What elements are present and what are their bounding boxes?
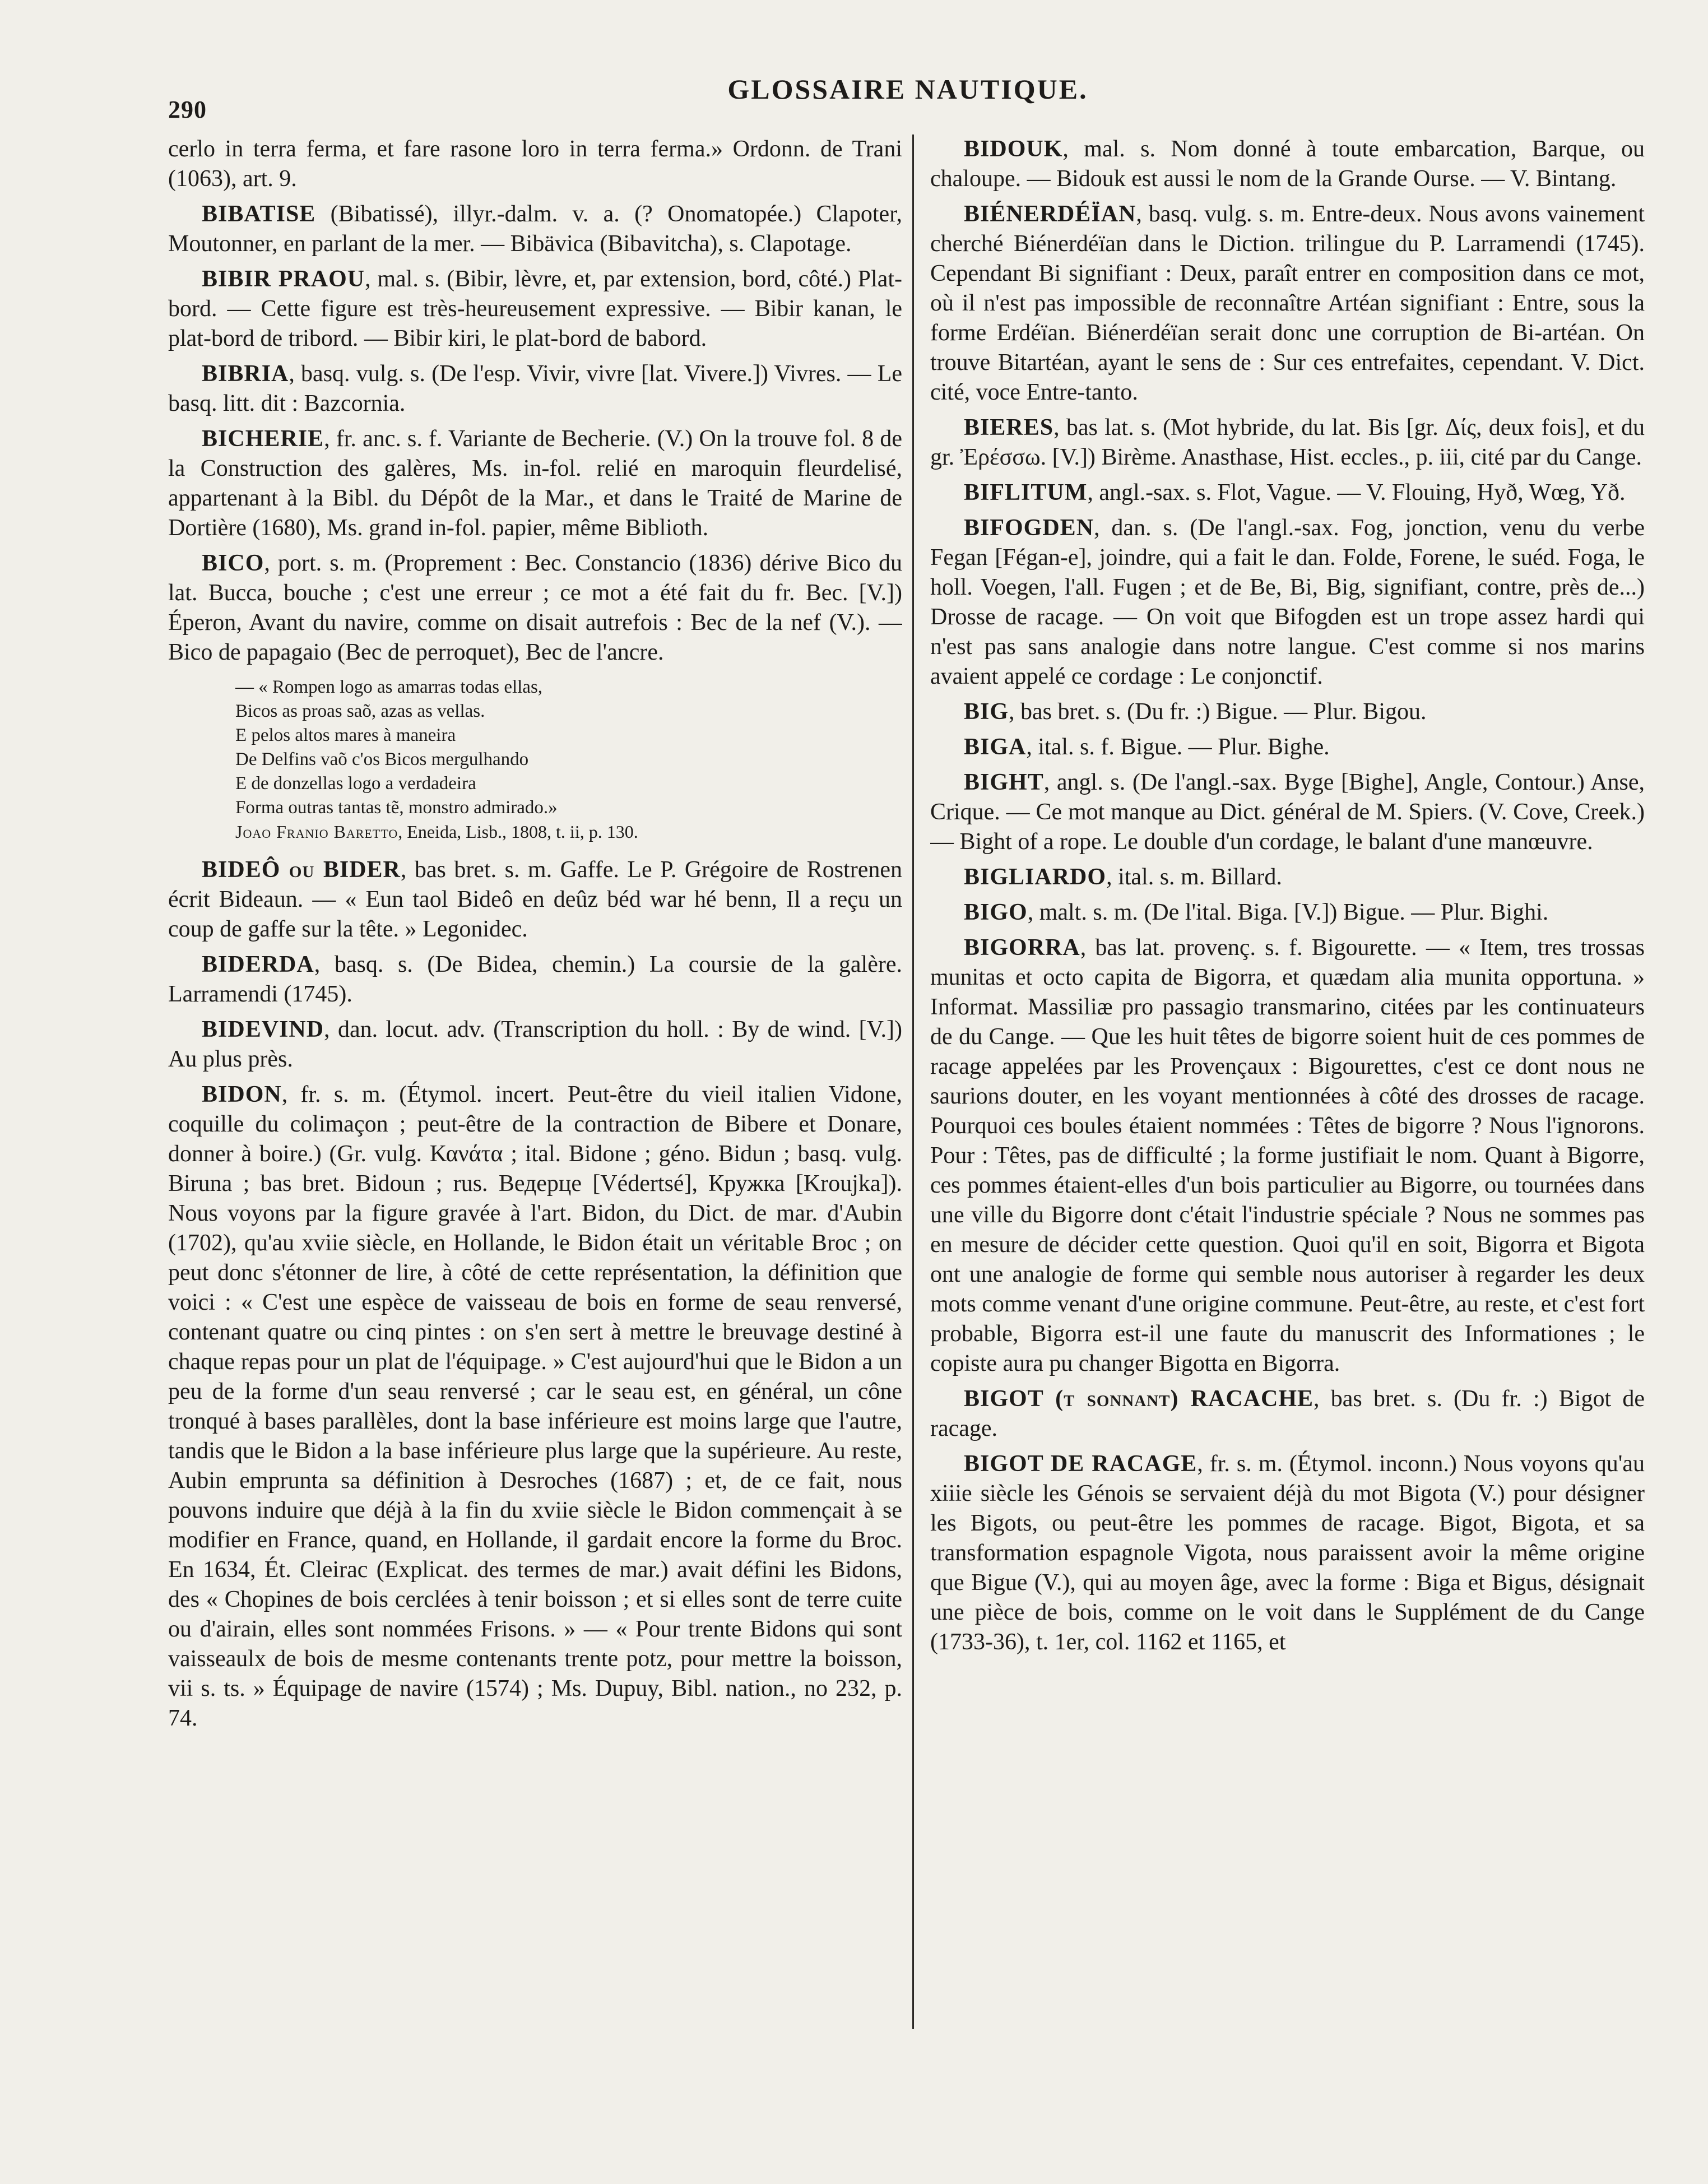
entry-big (930, 697, 1645, 727)
entry-text: (Bibatissé), illyr.-dalm. v. a. (? Onomatopée.) Clapoter, Moutonner, en parlant de la mer. — Bibävica (Bibavitcha), s. Clapotage. (168, 201, 902, 257)
verse-line: E pelos altos mares à maneira (235, 725, 456, 745)
headword: BIFOGDEN (964, 515, 1094, 541)
verse-line: Forma outras tantas tẽ, monstro admirado.» (235, 797, 558, 818)
entry-bigliardo (930, 863, 1645, 892)
headword: BIÉNERDÉÏAN (964, 201, 1136, 227)
entry-text: , bas bret. s. (Du fr. :) Bigue. — Plur. Bigou. (1009, 699, 1427, 725)
entry-bico (168, 549, 902, 667)
entry-text: , ital. s. m. Billard. (1106, 864, 1282, 890)
verse-line: — « Rompen logo as amarras todas ellas, (235, 677, 543, 697)
headword: BIDOUK (964, 136, 1063, 162)
entry-text: , ital. s. f. Bigue. — Plur. Bighe. (1026, 734, 1330, 760)
entry-bieres (930, 413, 1645, 472)
entry-text: , bas bret. s. m. Gaffe. Le P. Grégoire de Rostrenen écrit Bideaun. — « Eun taol Bideô en deûz béd war hé benn, Il a reçu un coup de gaffe sur la tête. » Legonidec. (168, 857, 902, 942)
entry-text: , port. s. m. (Proprement : Bec. Constancio (1836) dérive Bico du lat. Bucca, bouche ; c'est une erreur ; ce mot a été fait du fr. Bec. [V.]) Éperon, Avant du navire, comme on disait autrefois : Bec de la nef (V.). — Bico de papagaio (Bec de perroquet), Bec de l'ancre. (168, 550, 902, 665)
headword: BIERES (964, 415, 1054, 440)
entry-bidevind (168, 1015, 902, 1074)
entry-text: , basq. vulg. s. (De l'esp. Vivir, vivre [lat. Vivere.]) Vivres. — Le basq. litt. dit : Bazcornia. (168, 361, 902, 416)
page-header (168, 73, 1647, 123)
entry-text: , fr. s. m. (Étymol. incert. Peut-être du vieil italien Vidone, coquille du colimaçon ; peut-être de la contraction de Bibere et Donare, donner à boire.) (Gr. vulg. Κανάτα ; ital. Bidone ; géno. Bidun ; basq. vulg. Biruna ; bas bret. Bidoun ; rus. Ведерце [Védertsé], Кружка [Kroujka]). Nous voyons par la figure gravée à l'art. Bidon, du Dict. de mar. d'Aubin (1702), qu'au xviie siècle, en Hollande, le Bidon était un véritable Broc ; on peut donc s'étonner de lire, à côté de cette représentation, la définition que voici : « C'est une espèce de vaisseau de bois en forme de seau renversé, contenant quatre ou cinq pintes : on s'en sert à mettre le breuvage destiné à chaque repas pour un plat de l'équipage. » C'est aujourd'hui que le Bidon a un peu de la forme d'un seau renversé ; car le seau est, en général, un cône tronqué à bases parallèles, dont la base inférieure est moins large que l'autre, tandis que le Bidon a la base inférieure plus large que la supérieure. Au reste, Aubin emprunta sa définition à Desroches (1687) ; et, de ce fait, nous pouvons induire que déjà à la fin du xviie siècle le Bidon commençait à se modifier en France, quand, en Hollande, il gardait encore la forme du Broc. En 1634, Ét. Cleirac (Explicat. des termes de mar.) avait défini les Bidons, des « Chopines de bois cerclées à tenir boisson ; et si elles sont de terre cuite ou d'airain, elles sont nommées Frisons. » — « Pour trente Bidons qui sont vaisseaulx de bois de mesme contenants trente potz, pour mettre la boisson, vii s. ts. » Équipage de navire (1574) ; Ms. Dupuy, Bibl. nation., no 232, p. 74. (168, 1082, 902, 1731)
headword: BIGORRA (964, 935, 1080, 961)
entry-text: , bas lat. provenç. s. f. Bigourette. — « Item, tres trossas munitas et octo capita de Bigorra, et quædam alia munita opportuna. » Informat. Massiliæ pro passagio transmarino, citées par les continuateurs de du Cange. — Que les huit têtes de bigorre soient huit de ces pommes de racage appelées par les Provençaux : Bigourettes, c'est ce dont nous ne saurions douter, en les voyant mentionnées à côté des drosses de racage. Pourquoi ces boules étaient nommées : Têtes de bigorre ? Nous l'ignorons. Pour : Têtes, pas de difficulté ; la forme justifiait le nom. Quant à Bigorre, ces pommes étaient-elles d'un bois particulier au Bigorre, ou tournées dans une ville du Bigorre dont c'était l'industrie spéciale ? Nous ne sommes pas en mesure de décider cette question. Quoi qu'il en soit, Bigorra et Bigota ont une analogie de forme qui semble nous autoriser à regarder les deux mots comme venant d'une origine commune. Peut-être, au reste, et c'est fort probable, Bigorra est-il une faute du manuscrit des Informationes ; le copiste aura pu changer Bigotta en Bigorra. (930, 935, 1645, 1376)
entry-biflitum (930, 478, 1645, 508)
verse-line: De Delfins vaõ c'os Bicos mergulhando (235, 749, 529, 769)
entry-bigot-racache (930, 1384, 1645, 1444)
entry-bibatise (168, 200, 902, 259)
headword: BICHERIE (202, 426, 324, 452)
headword: BIGA (964, 734, 1027, 760)
entry-text: , mal. s. Nom donné à toute embarcation, Barque, ou chaloupe. — Bidouk est aussi le nom de la Grande Ourse. — V. Bintang. (930, 136, 1645, 192)
entry-bifogden (930, 513, 1645, 692)
entry-text: cerlo in terra ferma, et fare rasone loro in terra ferma.» Ordonn. de Trani (1063), art. 9. (168, 136, 902, 192)
quote-reference: , Eneida, Lisb., 1808, t. ii, p. 130. (398, 822, 638, 842)
running-title: GLOSSAIRE NAUTIQUE. (727, 73, 1088, 105)
left-column (168, 135, 902, 2029)
headword: BIDON (202, 1082, 282, 1107)
right-column (930, 135, 1645, 2029)
page-number: 290 (168, 96, 207, 123)
entry-bideo (168, 855, 902, 944)
headword: BICO (202, 550, 264, 576)
headword: BIBATISE (202, 201, 316, 227)
entry-bibria (168, 359, 902, 419)
headword: BIGHT (964, 769, 1044, 795)
entry-text: , angl.-sax. s. Flot, Vague. — V. Flouing, Hyð, Wœg, Yð. (1087, 480, 1626, 506)
entry-bigorra (930, 933, 1645, 1379)
headword: BIBRIA (202, 361, 289, 387)
verse-line: Bicos as proas saõ, azas as vellas. (235, 701, 485, 721)
entry-bigot-de-racage (930, 1449, 1645, 1657)
entry-continuation (168, 135, 902, 194)
entry-text: , basq. s. (De Bidea, chemin.) La coursie de la galère. Larramendi (1745). (168, 952, 902, 1007)
entry-text: , bas lat. s. (Mot hybride, du lat. Bis [gr. Δίς, deux fois], et du gr. Ἐρέσσω. [V.]) Birème. Anasthase, Hist. eccles., p. iii, cité par du Cange. (930, 415, 1645, 470)
entry-bicherie (168, 424, 902, 543)
headword: BIDEÔ ou BIDER (202, 857, 401, 883)
entry-bigo (930, 898, 1645, 928)
entry-text: , dan. s. (De l'angl.-sax. Fog, jonction, venu du verbe Fegan [Fégan-e], joindre, qui a fait le dan. Folde, Forene, le suéd. Foga, le holl. Voegen, l'all. Fugen ; et de Be, Bi, Big, signifiant, contre, près de...) Drosse de racage. — On voit que Bifogden est un trope assez hardi qui n'est pas sans analogie dans notre langue. C'est comme si nos marins avaient appelé ce cordage : Le conjonctif. (930, 515, 1645, 689)
entry-text: , malt. s. m. (De l'ital. Biga. [V.]) Bigue. — Plur. Bighi. (1027, 899, 1549, 925)
verse-line: E de donzellas logo a verdadeira (235, 773, 476, 794)
column-divider (912, 135, 914, 2029)
entry-biga (930, 732, 1645, 762)
verse-quotation (235, 675, 902, 844)
headword: BIG (964, 699, 1009, 725)
headword: BIFLITUM (964, 480, 1088, 506)
entry-text: , angl. s. (De l'angl.-sax. Byge [Bighe], Angle, Contour.) Anse, Crique. — Ce mot manque au Dict. général de M. Spiers. (V. Cove, Creek.) — Bight of a rope. Le double d'un cordage, le balant d'une manœuvre. (930, 769, 1645, 855)
entry-bibir-praou (168, 265, 902, 354)
headword: BIGOT (t sonnant) RACACHE (964, 1386, 1314, 1412)
entry-text: , dan. locut. adv. (Transcription du holl. : By de wind. [V.]) Au plus près. (168, 1017, 902, 1072)
entry-text: , fr. anc. s. f. Variante de Becherie. (V.) On la trouve fol. 8 de la Construction des galères, Ms. in-fol. relié en maroquin fleurdelisé, appartenant à la Bibl. du Dépôt de la Mar., et dans le Traité de Marine de Dortière (1680), Ms. grand in-fol. papier, même Biblioth. (168, 426, 902, 541)
entry-bidon (168, 1080, 902, 1733)
headword: BIDERDA (202, 952, 314, 977)
entry-text: , fr. s. m. (Étymol. inconn.) Nous voyons qu'au xiiie siècle les Génois se servaient déjà du mot Bigota (V.) pour désigner les Bigots, ou peut-être les pommes de racage. Bigot, Bigota, et sa transformation espagnole Vigota, nous paraissent avoir la même origine que Bigue (V.), qui au moyen âge, avec la forme : Biga et Bigus, désignait une pièce de bois, comme on le voit dans le Supplément de du Cange (1733-36), t. 1er, col. 1162 et 1165, et (930, 1451, 1645, 1655)
entry-bight (930, 768, 1645, 857)
headword: BIGLIARDO (964, 864, 1107, 890)
quote-source (235, 820, 902, 844)
headword: BIGO (964, 899, 1028, 925)
quote-author: Joao Franio Baretto (235, 822, 398, 842)
entry-text: , basq. vulg. s. m. Entre-deux. Nous avons vainement cherché Biénerdéïan dans le Diction. trilingue du P. Larramendi (1745). Cependant Bi signifiant : Deux, paraît entrer en composition dans ce mot, où il n'est pas impossible de reconnaître Artéan signifiant : Entre, sous la forme Erdéïan. Biénerdéïan serait donc une corruption de Bi-artéan. On trouve Bitartéan, ayant le sens de : Sur ces entrefaites, cependant. V. Dict. cité, voce Entre-tanto. (930, 201, 1645, 405)
headword: BIBIR PRAOU (202, 266, 365, 292)
headword: BIGOT DE RACAGE (964, 1451, 1198, 1477)
entry-bienerdeian (930, 200, 1645, 407)
headword: BIDEVIND (202, 1017, 324, 1042)
entry-biderda (168, 950, 902, 1009)
entry-bidouk (930, 135, 1645, 194)
entry-text: , mal. s. (Bibir, lèvre, et, par extension, bord, côté.) Plat-bord. — Cette figure est très-heureusement expressive. — Bibir kanan, le plat-bord de tribord. — Bibir kiri, le plat-bord de babord. (168, 266, 902, 351)
entry-text: , bas bret. s. (Du fr. :) Bigot de racage. (930, 1386, 1645, 1441)
